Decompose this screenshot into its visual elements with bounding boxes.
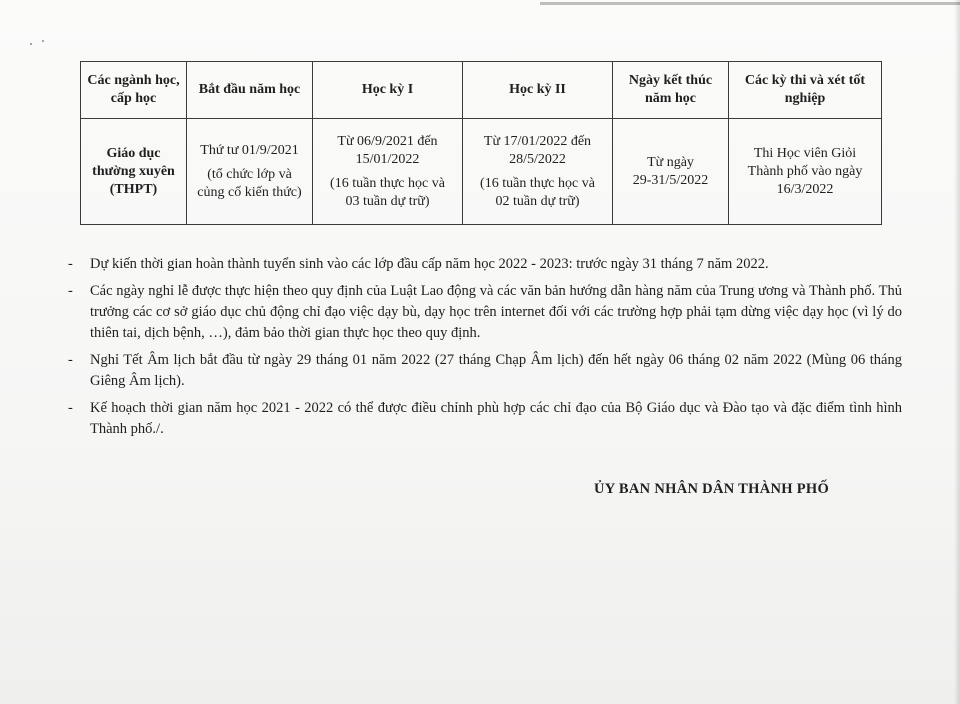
- header-term-1: Học kỳ I: [313, 62, 463, 119]
- table-row: [81, 119, 882, 225]
- bullet-dash: -: [68, 256, 73, 272]
- cell-term-1: Từ 06/9/2021 đến 15/01/2022 (16 tuần thực học và 03 tuần dự trữ): [313, 119, 463, 225]
- signature-block: ỦY BAN NHÂN DÂN THÀNH PHỐ: [594, 481, 830, 497]
- header-exams: Các kỳ thi và xét tốt nghiệp: [729, 62, 882, 119]
- table-header-row: [81, 62, 882, 119]
- header-level: Các ngành học, cấp học: [81, 62, 187, 119]
- list-item: [62, 281, 902, 344]
- cell-term-2: Từ 17/01/2022 đến 28/5/2022 (16 tuần thực học và 02 tuần dự trữ): [463, 119, 613, 225]
- note-text: Nghỉ Tết Âm lịch bắt đầu từ ngày 29 tháng 01 năm 2022 (27 tháng Chạp Âm lịch) đến hết ngày 06 tháng 02 năm 2022 (Mùng 06 tháng Giêng Âm lịch).: [90, 352, 902, 389]
- speck: [42, 40, 44, 42]
- header-end: Ngày kết thúc năm học: [613, 62, 729, 119]
- page-edge-shadow: [540, 2, 960, 15]
- list-item: [62, 398, 902, 440]
- cell-level: Giáo dục thường xuyên (THPT): [81, 119, 187, 225]
- bullet-dash: -: [68, 352, 73, 368]
- cell-end: Từ ngày 29-31/5/2022: [613, 119, 729, 225]
- note-text: Các ngày nghỉ lễ được thực hiện theo quy định của Luật Lao động và các văn bản hướng dẫn hàng năm của Trung ương và Thành phố. Thủ trưởng các cơ sở giáo dục chủ động chỉ đạo việc dạy bù, dạy học trên internet đối với các trường hợp phải tạm dừng việc dạy học (vì lý do thiên tai, dịch bệnh, …), đảm bảo thời gian thực học theo quy định.: [90, 283, 902, 341]
- page-right-edge: [954, 0, 960, 704]
- header-term-2: Học kỳ II: [463, 62, 613, 119]
- cell-exams: Thi Học viên Giỏi Thành phố vào ngày 16/3/2022: [729, 119, 882, 225]
- bullet-dash: -: [68, 400, 73, 416]
- notes-list: [62, 254, 902, 446]
- speck: [30, 43, 32, 45]
- note-text: Dự kiến thời gian hoàn thành tuyển sinh vào các lớp đầu cấp năm học 2022 - 2023: trước ngày 31 tháng 7 năm 2022.: [90, 256, 769, 272]
- list-item: [62, 350, 902, 392]
- school-year-schedule-table: [80, 61, 882, 225]
- bullet-dash: -: [68, 283, 73, 299]
- header-start: Bắt đầu năm học: [187, 62, 313, 119]
- note-text: Kế hoạch thời gian năm học 2021 - 2022 có thể được điều chỉnh phù hợp các chỉ đạo của Bộ Giáo dục và Đào tạo và đặc điểm tình hình Thành phố./.: [90, 400, 902, 437]
- list-item: [62, 254, 902, 275]
- cell-start: Thứ tư 01/9/2021 (tổ chức lớp và củng cố kiến thức): [187, 119, 313, 225]
